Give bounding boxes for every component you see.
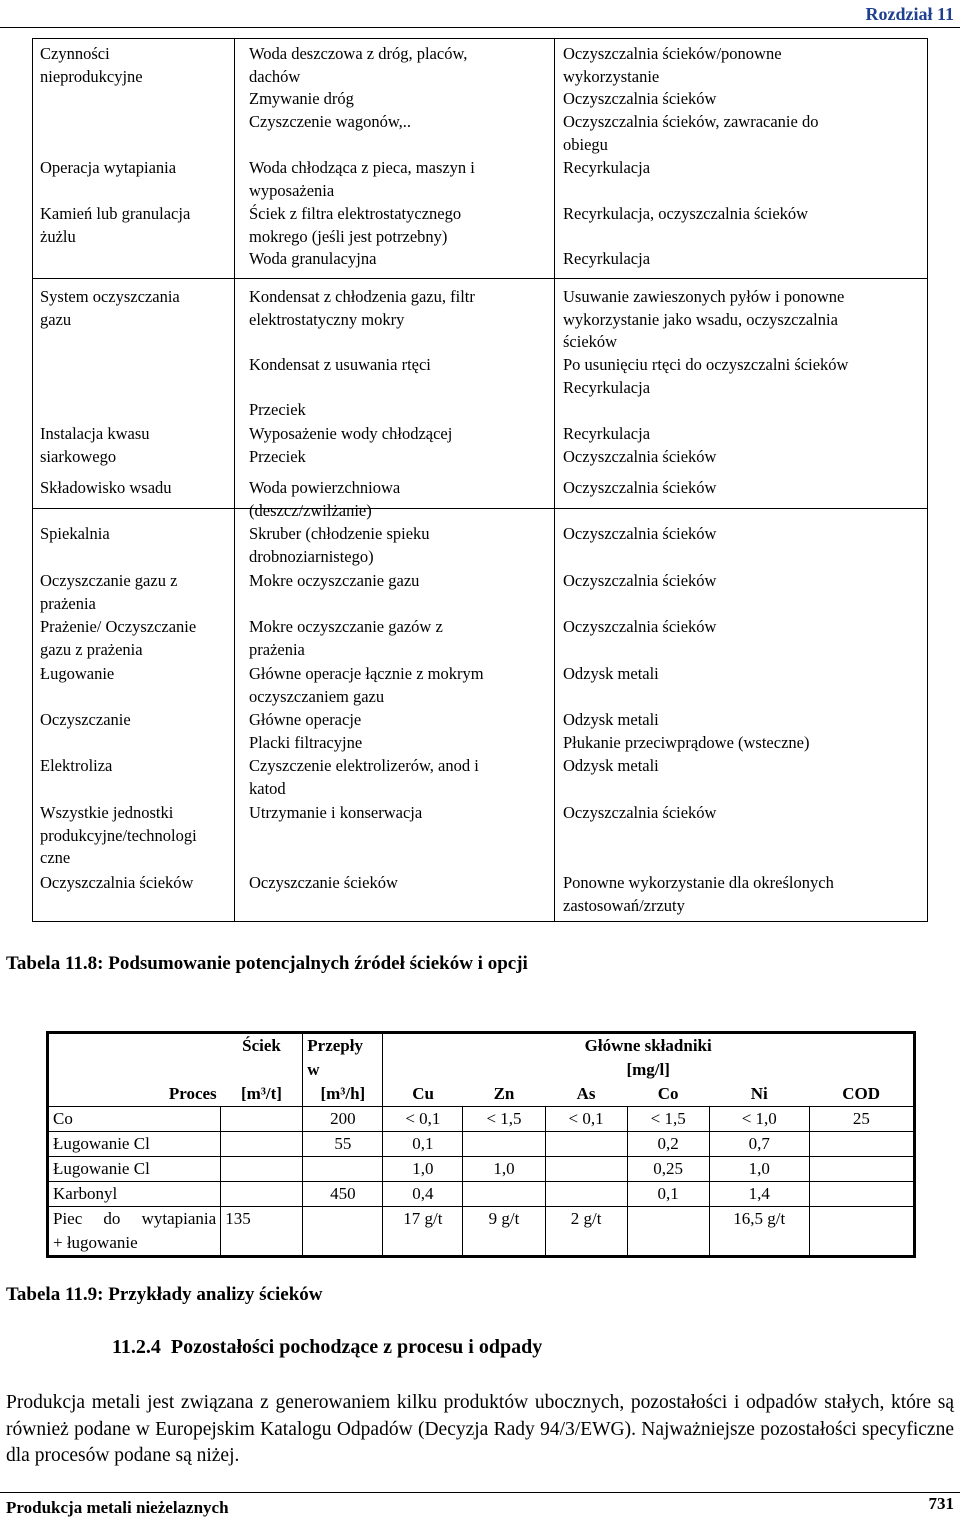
cell-line: dachów	[249, 66, 301, 86]
chapter-title: Rozdział 11	[865, 4, 954, 24]
cu-cell: < 0,1	[383, 1107, 463, 1132]
cell-line: Woda deszczowa z dróg, placów,	[249, 44, 468, 63]
cell-line: Recyrkulacja	[563, 377, 651, 397]
section-heading	[112, 1336, 542, 1359]
cell-line: Odzysk metali	[563, 756, 659, 775]
header-col-cu: Cu	[383, 1082, 463, 1107]
przeplyw-cell: 450	[303, 1182, 383, 1207]
cu-cell: 0,4	[383, 1182, 463, 1207]
as-cell	[545, 1157, 627, 1182]
header-col-as: As	[545, 1082, 627, 1107]
przeplyw-cell	[303, 1207, 383, 1256]
ni-cell: 16,5 g/t	[709, 1207, 809, 1256]
cu-cell: 17 g/t	[383, 1207, 463, 1256]
cell-line: nieprodukcyjne	[40, 66, 143, 86]
sciek-cell	[221, 1157, 303, 1182]
source-cell	[249, 663, 554, 708]
cu-cell: 0,1	[383, 1132, 463, 1157]
table-row	[49, 1207, 914, 1256]
cell-line: Składowisko wsadu	[40, 478, 172, 497]
process-cell	[40, 423, 235, 468]
source-cell	[249, 755, 554, 800]
cell-line: Woda powierzchniowa	[249, 478, 401, 497]
cell-line: Oczyszczanie gazu z	[40, 571, 178, 590]
cod-cell	[809, 1207, 913, 1256]
proces-cell: Ługowanie Cl	[49, 1157, 221, 1182]
sciek-cell	[221, 1107, 303, 1132]
cell-line: Recyrkulacja	[563, 249, 651, 269]
option-cell	[563, 570, 918, 593]
cell-line	[249, 377, 554, 400]
cod-cell	[809, 1157, 913, 1182]
process-cell	[40, 663, 235, 686]
ni-cell: 0,7	[709, 1132, 809, 1157]
cell-line: prażenia	[40, 593, 96, 613]
cod-cell: 25	[809, 1107, 913, 1132]
process-cell	[40, 157, 235, 180]
source-cell	[249, 423, 554, 468]
as-cell	[545, 1132, 627, 1157]
cell-line: Po usunięciu rtęci do oczyszczalni ścieków	[563, 355, 849, 375]
cell-line: wyposażenia	[249, 180, 335, 200]
zn-cell: 1,0	[463, 1157, 545, 1182]
row-divider	[33, 278, 927, 279]
table-row	[49, 1182, 914, 1207]
process-cell	[40, 872, 235, 895]
source-cell	[249, 157, 554, 202]
section-number: 11.2.4	[112, 1336, 161, 1358]
cell-line: Oczyszczanie ścieków	[249, 873, 398, 892]
header-cell	[49, 1034, 221, 1083]
ni-cell: < 1,0	[709, 1107, 809, 1132]
cell-line: Oczyszczalnia ścieków	[563, 803, 717, 822]
co-cell: 0,1	[627, 1182, 709, 1207]
przeplyw-cell	[303, 1157, 383, 1182]
option-cell	[563, 43, 918, 157]
cell-line: wykorzystanie jako wsadu, oczyszczalnia	[563, 309, 838, 329]
cell-line: Spiekalnia	[40, 524, 110, 543]
cell-line: Kondensat z usuwania rtęci	[249, 355, 431, 375]
header-proces: Proces	[49, 1082, 221, 1107]
wastewater-analysis-table	[46, 1031, 916, 1258]
proces-cell: Co	[49, 1107, 221, 1132]
cell-line: Oczyszczalnia ścieków	[563, 89, 717, 109]
cell-line: Przeciek	[249, 400, 306, 420]
source-cell	[249, 203, 554, 271]
sciek-cell	[221, 1182, 303, 1207]
process-cell	[40, 286, 235, 331]
cell-line: Oczyszczanie	[40, 710, 131, 729]
cell-line: Oczyszczalnia ścieków	[563, 446, 717, 466]
page-number: 731	[928, 1494, 954, 1513]
option-cell	[563, 709, 918, 754]
body-paragraph: Produkcja metali jest związana z generowaniem kilku produktów ubocznych, pozostałości i odpadów stałych, które są również podane w Europejskim Katalogu Odpadów (Decyzja Rady 94/3/EWG). Najważniejsze pozostałości specyficzne dla procesów podane są niżej.	[6, 1392, 954, 1466]
cell-line: Oczyszczalnia ścieków, zawracanie do	[563, 112, 819, 132]
header-sciek: Ściek	[221, 1034, 303, 1083]
co-cell	[627, 1207, 709, 1256]
section-title: Pozostałości pochodzące z procesu i odpady	[170, 1336, 543, 1358]
cell-line: Prażenie/ Oczyszczanie	[40, 617, 197, 636]
wastewater-sources-table	[32, 38, 928, 922]
cell-line: Kamień lub granulacja	[40, 204, 191, 223]
cell-line: Wyposażenie wody chłodzącej	[249, 424, 453, 443]
option-cell	[563, 663, 918, 686]
co-cell: 0,25	[627, 1157, 709, 1182]
as-cell: < 0,1	[545, 1107, 627, 1132]
cell-line: Mokre oczyszczanie gazów z	[249, 617, 443, 636]
option-cell	[563, 286, 918, 400]
cell-line: katod	[249, 778, 286, 798]
header-col-zn: Zn	[463, 1082, 545, 1107]
co-cell: 0,2	[627, 1132, 709, 1157]
process-cell	[40, 477, 235, 500]
cell-line: Operacja wytapiania	[40, 158, 177, 177]
zn-cell: 9 g/t	[463, 1207, 545, 1256]
proces-cell: Karbonyl	[49, 1182, 221, 1207]
cell-line: wykorzystanie	[563, 66, 660, 86]
cell-line: Płukanie przeciwprądowe (wsteczne)	[563, 732, 810, 752]
cell-line: Czynności	[40, 44, 110, 63]
cell-line: Ługowanie	[40, 664, 115, 683]
as-cell	[545, 1182, 627, 1207]
source-cell	[249, 286, 554, 422]
cell-line: Ściek z filtra elektrostatycznego	[249, 204, 462, 223]
cell-line: mokrego (jeśli jest potrzebny)	[249, 226, 448, 246]
footer-rule	[0, 1492, 960, 1493]
cell-line: Oczyszczalnia ścieków	[563, 617, 717, 636]
cell-line: Główne operacje łącznie z mokrym	[249, 664, 484, 683]
table-row	[49, 1132, 914, 1157]
option-cell	[563, 423, 918, 468]
cell-line: Elektroliza	[40, 756, 113, 775]
cell-line	[249, 331, 554, 354]
header-rule	[0, 27, 960, 28]
przeplyw-cell: 200	[303, 1107, 383, 1132]
cell-line: żużlu	[40, 226, 76, 246]
proces-cell: Ługowanie Cl	[49, 1132, 221, 1157]
cell-line: Mokre oczyszczanie gazu	[249, 571, 420, 590]
header-przeplyw: Przepły w	[303, 1034, 383, 1083]
proces-cell: Piec do wytapiania + ługowanie	[49, 1207, 221, 1256]
process-cell	[40, 570, 235, 615]
cell-line: Usuwanie zawieszonych pyłów i ponowne	[563, 287, 845, 306]
process-cell	[40, 203, 235, 248]
process-cell	[40, 755, 235, 778]
process-cell	[40, 802, 235, 870]
process-cell	[40, 523, 235, 546]
cell-line: drobnoziarnistego)	[249, 546, 374, 566]
cell-line: Oczyszczalnia ścieków	[563, 478, 717, 497]
cell-line: zastosowań/zrzuty	[563, 895, 685, 915]
cell-line: System oczyszczania	[40, 287, 180, 306]
footer-title: Produkcja metali nieżelaznych	[6, 1498, 229, 1517]
table-row	[49, 1157, 914, 1182]
ni-cell: 1,0	[709, 1157, 809, 1182]
process-cell	[40, 43, 235, 88]
zn-cell	[463, 1132, 545, 1157]
source-cell	[249, 570, 554, 593]
cell-line: siarkowego	[40, 446, 117, 466]
table-caption: Tabela 11.9: Przykłady analizy ścieków	[6, 1284, 323, 1305]
cell-line: Oczyszczalnia ścieków/ponowne	[563, 44, 782, 63]
cell-line: Recyrkulacja, oczyszczalnia ścieków	[563, 204, 809, 223]
process-cell	[40, 616, 235, 661]
cell-line: Główne operacje	[249, 710, 362, 729]
table-row	[49, 1107, 914, 1132]
ni-cell: 1,4	[709, 1182, 809, 1207]
cu-cell: 1,0	[383, 1157, 463, 1182]
cell-line: elektrostatyczny mokry	[249, 309, 405, 329]
cell-line: Kondensat z chłodzenia gazu, filtr	[249, 287, 475, 306]
cell-line: Instalacja kwasu	[40, 424, 150, 443]
option-cell	[563, 523, 918, 546]
co-cell: < 1,5	[627, 1107, 709, 1132]
cell-line: Oczyszczalnia ścieków	[40, 873, 194, 892]
cell-line: Oczyszczalnia ścieków	[563, 524, 717, 543]
cell-line: Recyrkulacja	[563, 158, 651, 177]
header-glowne-skladniki: Główne składniki [mg/l]	[383, 1034, 914, 1083]
option-cell	[563, 157, 918, 180]
header-col-cod: COD	[809, 1082, 913, 1107]
cell-line: Recyrkulacja	[563, 424, 651, 443]
cell-line: Skruber (chłodzenie spieku	[249, 524, 430, 543]
source-cell	[249, 802, 554, 825]
cell-line: oczyszczaniem gazu	[249, 686, 385, 706]
header-unit-m3h: [m³/h]	[303, 1082, 383, 1107]
option-cell	[563, 203, 918, 271]
sciek-cell: 135	[221, 1207, 303, 1256]
cell-line: produkcyjne/technologi	[40, 825, 197, 845]
cell-line: Wszystkie jednostki	[40, 803, 174, 822]
cell-line: Zmywanie dróg	[249, 89, 354, 109]
cell-line	[563, 226, 918, 249]
zn-cell	[463, 1182, 545, 1207]
cell-line: Placki filtracyjne	[249, 732, 363, 752]
cell-line: gazu z prażenia	[40, 639, 143, 659]
header-unit-m3t: [m³/t]	[221, 1082, 303, 1107]
zn-cell: < 1,5	[463, 1107, 545, 1132]
source-cell	[249, 43, 554, 134]
cell-line: Czyszczenie elektrolizerów, anod i	[249, 756, 479, 775]
cell-line: Woda granulacyjna	[249, 249, 377, 269]
cell-line: czne	[40, 848, 71, 868]
source-cell	[249, 616, 554, 661]
process-cell	[40, 709, 235, 732]
source-cell	[249, 523, 554, 568]
source-cell	[249, 477, 554, 522]
cell-line: (deszcz/zwilżanie)	[249, 500, 372, 520]
cell-line: Odzysk metali	[563, 710, 659, 729]
cell-line: Utrzymanie i konserwacja	[249, 803, 423, 822]
cell-line: Czyszczenie wagonów,..	[249, 112, 412, 132]
option-cell	[563, 616, 918, 639]
source-cell	[249, 872, 554, 895]
cell-line: obiegu	[563, 134, 608, 154]
cell-line: Przeciek	[249, 446, 306, 466]
cell-line: prażenia	[249, 639, 305, 659]
cell-line: Oczyszczalnia ścieków	[563, 571, 717, 590]
option-cell	[563, 477, 918, 500]
option-cell	[563, 755, 918, 778]
cell-line: Ponowne wykorzystanie dla określonych	[563, 873, 834, 892]
cod-cell	[809, 1132, 913, 1157]
przeplyw-cell: 55	[303, 1132, 383, 1157]
option-cell	[563, 872, 918, 917]
table-caption: Tabela 11.8: Podsumowanie potencjalnych źródeł ścieków i opcji	[6, 953, 528, 974]
cell-line: Woda chłodząca z pieca, maszyn i	[249, 158, 475, 177]
cell-line: ścieków	[563, 332, 618, 352]
sciek-cell	[221, 1132, 303, 1157]
cell-line: Odzysk metali	[563, 664, 659, 683]
option-cell	[563, 802, 918, 825]
as-cell: 2 g/t	[545, 1207, 627, 1256]
cell-line: gazu	[40, 309, 72, 329]
header-col-co: Co	[627, 1082, 709, 1107]
cod-cell	[809, 1182, 913, 1207]
column-divider	[554, 39, 555, 921]
header-col-ni: Ni	[709, 1082, 809, 1107]
source-cell	[249, 709, 554, 754]
